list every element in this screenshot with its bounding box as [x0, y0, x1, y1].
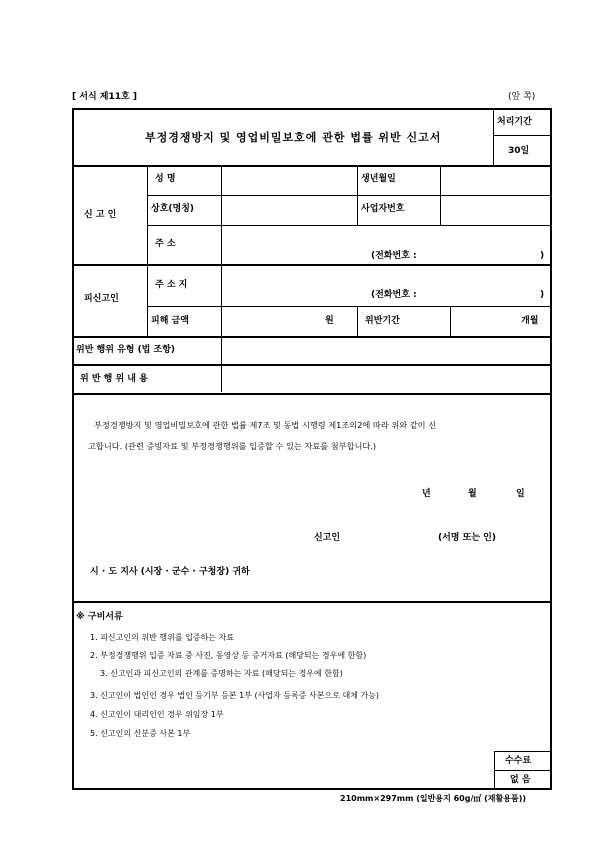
divider [72, 601, 552, 603]
fee-value: 없 음 [510, 775, 531, 785]
divider [72, 264, 552, 266]
reporter-business-no-label: 사업자번호 [361, 204, 405, 214]
reporter-birth-label: 생년월일 [361, 174, 396, 184]
reporter-name-label: 성 명 [155, 174, 176, 184]
processing-period-value: 30일 [508, 146, 530, 156]
declaration-line-2: 고합니다. (관련 증빙자료 및 부정경쟁행위를 입증할 수 있는 자료를 첨부합니다.) [88, 441, 377, 451]
page-label: (앞 쪽) [508, 92, 536, 102]
signer-label: 신고인 [314, 533, 341, 543]
processing-period-label: 처리기간 [497, 117, 532, 127]
respondent-address-label: 주 소 지 [155, 280, 188, 290]
divider [450, 306, 451, 336]
divider [493, 135, 550, 136]
divider [147, 306, 552, 307]
respondent-damage-label: 피해 금액 [151, 316, 189, 326]
respondent-damage-unit: 원 [325, 316, 334, 326]
reporter-phone-label: (전화번호 : [371, 251, 417, 261]
divider [147, 225, 552, 226]
fee-label: 수수료 [505, 756, 532, 766]
attachment-item: 3. 신고인과 피신고인의 관계를 증명하는 자료 (해당되는 경우에 한함) [100, 669, 343, 678]
respondent-section-label: 피신고인 [84, 294, 119, 304]
divider [493, 110, 494, 165]
respondent-period-unit: 개월 [521, 316, 539, 326]
divider [72, 393, 552, 395]
attachment-item: 5. 신고인의 신분증 사본 1부 [90, 729, 191, 738]
form-reference: [ 서식 제11호 ] [72, 92, 137, 102]
date-month-label: 월 [468, 489, 477, 499]
divider [72, 336, 552, 338]
divider [357, 306, 358, 336]
respondent-period-label: 위반기간 [365, 316, 400, 326]
divider [494, 770, 552, 771]
respondent-phone-close: ) [540, 290, 545, 300]
addressee: 시 · 도 지사 (시장 · 군수 · 구청장) 귀하 [90, 567, 250, 577]
declaration-line-1: 부정경쟁방지 및 영업비밀보호에 관한 법률 제7조 및 동법 시행령 제1조의2에 따라 위와 같이 신 [94, 420, 437, 430]
attachment-item: 2. 부정경쟁행위 입증 자료 중 사진, 동영상 등 증거자료 (해당되는 경우에 한함) [90, 651, 367, 660]
signature-label: (서명 또는 인) [438, 533, 496, 543]
divider [72, 364, 552, 366]
divider [147, 166, 148, 336]
attachment-item: 4. 신고인이 대리인인 경우 위임장 1부 [90, 710, 224, 719]
form-title: 부정경쟁방지 및 영업비밀보호에 관한 법률 위반 신고서 [145, 131, 442, 144]
divider [221, 166, 222, 392]
reporter-section-label: 신 고 인 [84, 210, 117, 220]
violation-type-label: 위반 행위 유형 (법 조항) [76, 345, 176, 355]
date-day-label: 일 [516, 489, 525, 499]
reporter-company-label: 상호(명칭) [151, 204, 195, 214]
attachments-title: ※ 구비서류 [76, 612, 123, 622]
attachment-item: 3. 신고인이 법인인 경우 법인 등기부 등본 1부 (사업자 등록증 사본으로 대체 가능) [90, 691, 380, 700]
paper-spec: 210mm×297mm (일반용지 60g/㎡ (재활용품)) [340, 794, 527, 803]
divider [72, 165, 552, 167]
reporter-phone-close: ) [540, 251, 545, 261]
violation-content-label: 위 반 행 위 내 용 [80, 374, 148, 384]
respondent-phone-label: (전화번호 : [371, 290, 417, 300]
attachment-item: 1. 피신고인의 위반 행위를 입증하는 자료 [90, 633, 234, 642]
reporter-address-label: 주 소 [155, 239, 176, 249]
divider [147, 195, 552, 196]
date-year-label: 년 [422, 489, 431, 499]
